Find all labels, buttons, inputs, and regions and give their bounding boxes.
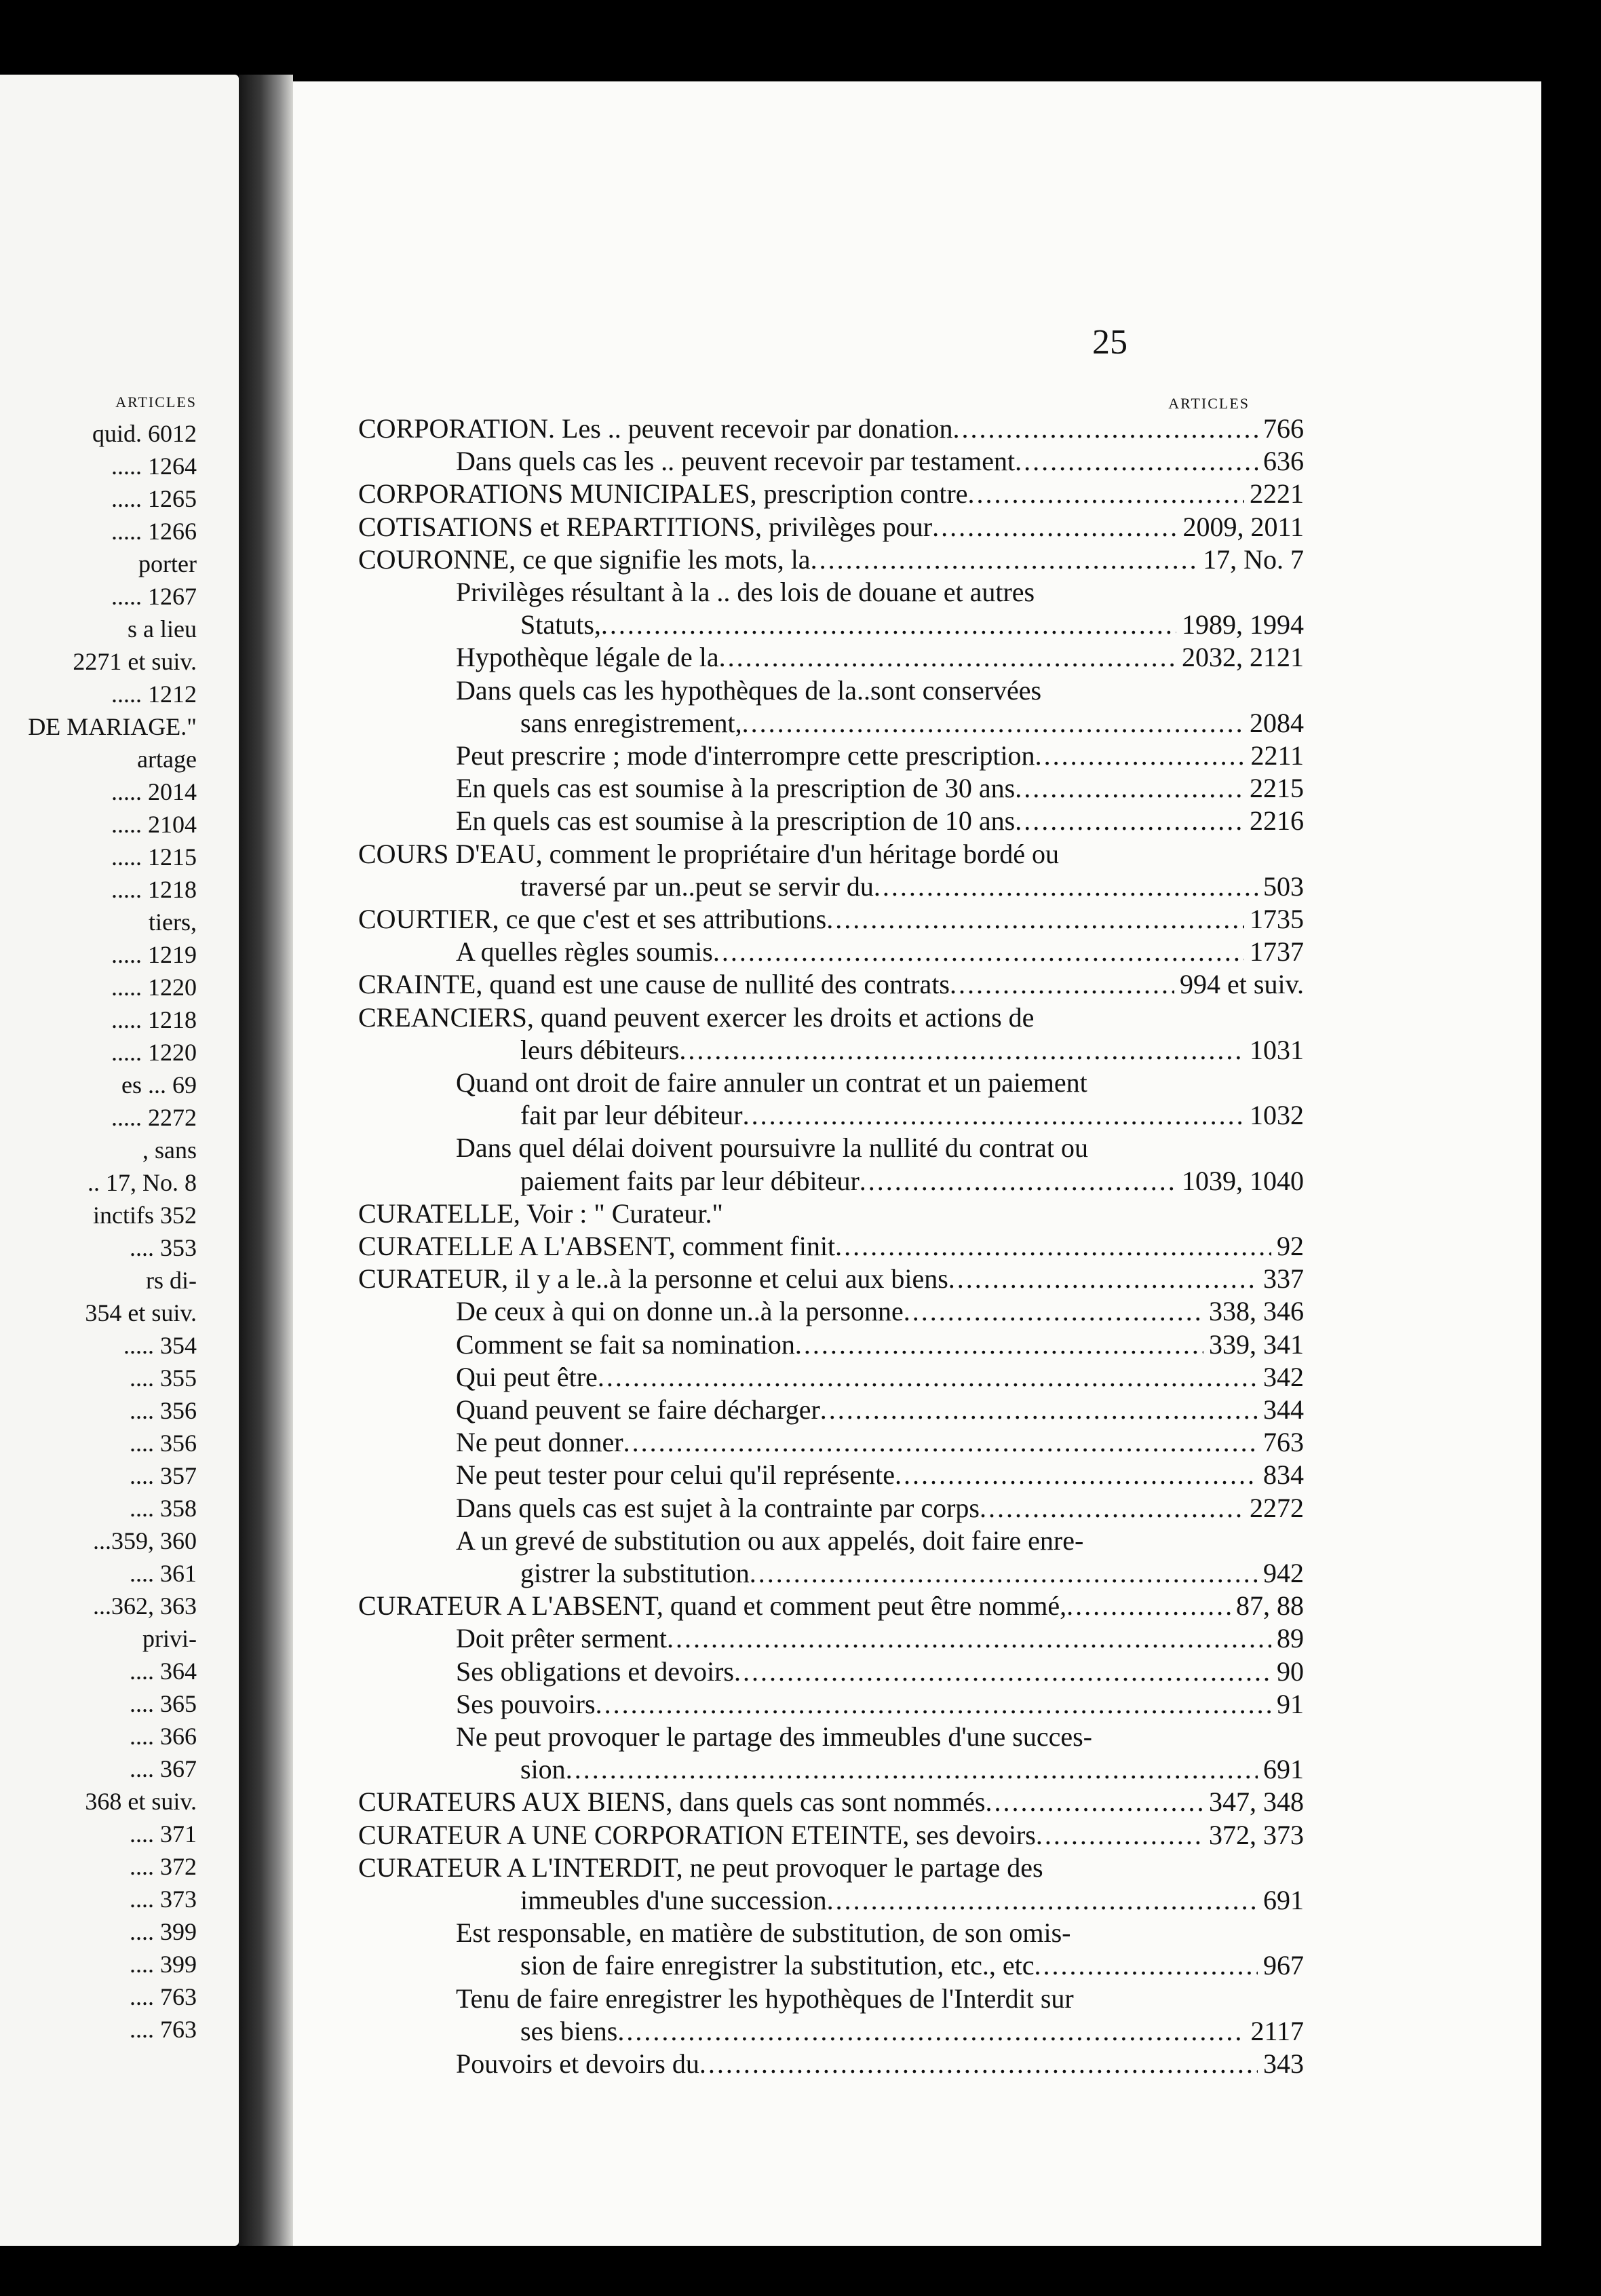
article-number: 17, No. 7 (1203, 543, 1304, 575)
article-number: 92 (1277, 1231, 1304, 1261)
left-column-row: privi- (142, 1625, 197, 1652)
leader-dots (950, 968, 1174, 1001)
left-articles-label: ARTICLES (115, 394, 197, 410)
left-column-row: ..... 1218 (111, 1006, 197, 1033)
article-number: 339, 341 (1209, 1328, 1304, 1360)
index-entry (456, 805, 1304, 837)
left-column-row: .... 358 (130, 1495, 197, 1522)
entry-text: A un grevé de substitution ou aux appelés, doit faire enre- (456, 1525, 1084, 1556)
left-column-row: es ... 69 (121, 1071, 197, 1098)
page-number: 25 (1092, 323, 1127, 362)
article-number: 994 et suiv. (1180, 969, 1304, 1000)
entry-text: paiement faits par leur débiteur (520, 1165, 860, 1196)
left-column-row: ..... 1265 (111, 485, 197, 512)
entry-text: Ses obligations et devoirs (456, 1656, 734, 1687)
entry-text: CREANCIERS, quand peuvent exercer les droits et actions de (358, 1001, 1035, 1033)
leader-dots (860, 1165, 1176, 1198)
index-entry (520, 1034, 1304, 1067)
article-number: 372, 373 (1209, 1819, 1304, 1850)
article-number: 2032, 2121 (1182, 642, 1304, 673)
article-number: 2272 (1250, 1492, 1304, 1523)
index-entry (520, 1165, 1304, 1198)
left-column-row: ..... 2014 (111, 778, 197, 805)
leader-dots (1035, 1949, 1258, 1982)
left-column-row: .... 763 (130, 2016, 197, 2043)
leader-dots (1015, 772, 1244, 805)
left-column-row: ..... 1219 (111, 941, 197, 968)
entry-text: CORPORATION. Les .. peuvent recevoir par donation (358, 413, 953, 444)
entry-text: Ne peut donner (456, 1427, 623, 1458)
entry-text: CURATEUR A UNE CORPORATION ETEINTE, ses devoirs (358, 1819, 1036, 1850)
entry-text: En quels cas est soumise à la prescription de 10 ans (456, 805, 1016, 837)
index-entry (456, 1525, 1083, 1557)
entry-text: CRAINTE, quand est une cause de nullité des contrats (358, 969, 950, 1000)
index-entry (358, 413, 1304, 445)
article-number: 1031 (1250, 1034, 1304, 1065)
leader-dots (1066, 1590, 1231, 1622)
leader-dots (1035, 740, 1246, 772)
entry-text: Hypothèque légale de la (456, 642, 719, 673)
index-entry (358, 1590, 1304, 1622)
index-entry (358, 511, 1304, 543)
left-column-row: .... 356 (130, 1430, 197, 1457)
leader-dots (713, 936, 1244, 968)
left-column-row: tiers, (149, 908, 197, 936)
leader-dots (742, 707, 1244, 740)
entry-text: Qui peut être (456, 1361, 598, 1392)
left-column-row: .... 367 (130, 1755, 197, 1782)
entry-text: COURTIER, ce que c'est et ses attributions (358, 904, 827, 934)
article-number: 1737 (1250, 936, 1304, 968)
index-entry (456, 576, 1035, 609)
left-column-row: ..... 1264 (111, 453, 197, 480)
index-entry (456, 1328, 1304, 1361)
left-column-row: .. 17, No. 8 (88, 1169, 197, 1196)
left-page-fragment (0, 75, 239, 2246)
entry-text: Ne peut tester pour celui qu'il représente (456, 1459, 895, 1491)
entry-text: Dans quels cas les .. peuvent recevoir par testament (456, 446, 1016, 477)
article-number: 766 (1263, 413, 1304, 444)
entry-text: Pouvoirs et devoirs du (456, 2048, 699, 2079)
left-column-row: inctifs 352 (93, 1202, 197, 1229)
index-entry (520, 707, 1304, 740)
article-number: 1039, 1040 (1182, 1165, 1304, 1196)
entry-text: A quelles règles soumis (456, 936, 713, 968)
left-column-row: 368 et suiv. (85, 1788, 197, 1815)
index-entry (358, 543, 1304, 576)
left-column-row: .... 399 (130, 1951, 197, 1978)
left-column-row: ..... 1220 (111, 974, 197, 1001)
entry-text: leurs débiteurs (520, 1034, 680, 1065)
left-column-row: ...362, 363 (93, 1592, 197, 1620)
entry-text: CORPORATIONS MUNICIPALES, prescription contre (358, 478, 968, 510)
entry-text: CURATEUR, il y a le..à la personne et celui aux biens (358, 1263, 948, 1295)
entry-text: COTISATIONS et REPARTITIONS, privilèges pour (358, 511, 933, 542)
left-column-row: ..... 354 (123, 1332, 197, 1359)
left-column-row: .... 372 (130, 1853, 197, 1880)
index-entry (456, 674, 1041, 707)
index-entry (456, 772, 1304, 805)
entry-text: sans enregistrement, (520, 707, 742, 738)
entry-text: immeubles d'une succession (520, 1885, 827, 1915)
index-entry (456, 641, 1304, 674)
article-number: 338, 346 (1209, 1296, 1304, 1327)
left-column-row: rs di- (146, 1267, 197, 1294)
article-number: 691 (1263, 1885, 1304, 1915)
leader-dots (895, 1459, 1258, 1491)
left-column-row: ..... 1218 (111, 876, 197, 903)
entry-text: CURATEURS AUX BIENS, dans quels cas sont nommés (358, 1786, 986, 1818)
article-number: 2211 (1250, 740, 1304, 771)
left-column-row: .... 353 (130, 1234, 197, 1261)
leader-dots (596, 1688, 1271, 1721)
index-entry (456, 1688, 1304, 1721)
index-entry (456, 445, 1304, 478)
index-entry (456, 1656, 1304, 1688)
index-entry (456, 1132, 1088, 1164)
leader-dots (617, 2015, 1245, 2048)
entry-text: Tenu de faire enregistrer les hypothèques de l'Interdit sur (456, 1983, 1074, 2014)
leader-dots (932, 511, 1177, 543)
entry-text: En quels cas est soumise à la prescription de 30 ans (456, 773, 1016, 804)
index-entry (456, 1492, 1304, 1525)
article-number: 636 (1263, 446, 1304, 477)
entry-text: Ses pouvoirs (456, 1688, 596, 1719)
article-number: 691 (1263, 1754, 1304, 1785)
left-column-row: .... 357 (130, 1462, 197, 1489)
left-column-row: 2271 et suiv. (73, 648, 197, 675)
leader-dots (734, 1656, 1271, 1688)
left-column-row: ..... 1215 (111, 843, 197, 870)
left-column-row: ..... 1220 (111, 1039, 197, 1066)
book-gutter (239, 75, 293, 2246)
leader-dots (985, 1786, 1203, 1818)
entry-text: CURATELLE A L'ABSENT, comment finit (358, 1231, 836, 1261)
entry-text: Statuts, (520, 609, 601, 640)
index-entry (358, 478, 1304, 510)
index-entry (358, 1263, 1304, 1295)
leader-dots (904, 1295, 1203, 1328)
article-number: 1989, 1994 (1182, 609, 1304, 640)
entry-text: sion de faire enregistrer la substitution, etc., etc (520, 1950, 1035, 1981)
article-number: 967 (1263, 1950, 1304, 1981)
article-number: 2009, 2011 (1182, 511, 1304, 542)
leader-dots (1036, 1819, 1203, 1852)
article-number: 343 (1263, 2048, 1304, 2079)
article-number: 834 (1263, 1459, 1304, 1491)
article-number: 344 (1263, 1394, 1304, 1425)
index-entry (520, 609, 1304, 641)
article-number: 342 (1263, 1361, 1304, 1392)
article-number: 89 (1277, 1623, 1304, 1654)
article-number: 1032 (1250, 1100, 1304, 1131)
article-number: 337 (1263, 1263, 1304, 1295)
left-column-row: porter (138, 550, 197, 577)
left-column-row: artage (137, 746, 197, 773)
leader-dots (952, 413, 1258, 445)
index-entry (520, 1557, 1304, 1590)
leader-dots (679, 1034, 1244, 1067)
leader-dots (795, 1328, 1203, 1361)
entry-text: sion (520, 1754, 566, 1785)
left-column-row: .... 763 (130, 1983, 197, 2010)
leader-dots (835, 1230, 1271, 1263)
articles-label: ARTICLES (1168, 395, 1250, 412)
leader-dots (874, 870, 1258, 903)
index-entry (358, 1230, 1304, 1263)
index-entry (520, 870, 1304, 903)
entry-text: Comment se fait sa nomination (456, 1328, 795, 1360)
index-entry (456, 1426, 1304, 1459)
article-number: 763 (1263, 1427, 1304, 1458)
left-column-row: ..... 2272 (111, 1104, 197, 1131)
leader-dots (820, 1394, 1258, 1426)
entry-text: fait par leur débiteur (520, 1100, 743, 1131)
index-entry (456, 936, 1304, 968)
left-column-row: .... 373 (130, 1886, 197, 1913)
article-number: 2221 (1250, 478, 1304, 510)
index-page (293, 81, 1541, 2246)
left-column-row: .... 355 (130, 1364, 197, 1392)
article-number: 347, 348 (1209, 1786, 1304, 1818)
leader-dots (980, 1492, 1244, 1525)
left-column-row: .... 365 (130, 1690, 197, 1717)
leader-dots (826, 903, 1244, 936)
index-entry (456, 1721, 1092, 1753)
leader-dots (743, 1099, 1244, 1132)
article-number: 2215 (1250, 773, 1304, 804)
left-column-row: .... 361 (130, 1560, 197, 1587)
article-number: 942 (1263, 1558, 1304, 1588)
index-entry (358, 1786, 1304, 1818)
index-entry (456, 1983, 1074, 2015)
entry-text: Dans quels cas les hypothèques de la..sont conservées (456, 674, 1042, 706)
index-entry (358, 1198, 723, 1230)
leader-dots (667, 1622, 1271, 1655)
index-entry (456, 1067, 1087, 1099)
leader-dots (566, 1753, 1258, 1786)
left-column-row: ..... 1266 (111, 518, 197, 545)
index-entry (358, 903, 1304, 936)
leader-dots (827, 1884, 1258, 1917)
leader-dots (1015, 805, 1244, 837)
index-entry (358, 1001, 1034, 1034)
index-entry (520, 1753, 1304, 1786)
article-number: 1735 (1250, 904, 1304, 934)
entry-text: COURONNE, ce que signifie les mots, la (358, 543, 811, 575)
leader-dots (719, 641, 1176, 674)
entry-text: De ceux à qui on donne un..à la personne (456, 1296, 904, 1327)
entry-text: Dans quel délai doivent poursuivre la nullité du contrat ou (456, 1132, 1088, 1164)
index-entry (456, 2048, 1304, 2080)
article-number: 503 (1263, 870, 1304, 902)
entry-text: Doit prêter serment (456, 1623, 667, 1654)
index-entry (456, 1295, 1304, 1328)
index-entry (520, 1949, 1304, 1982)
index-entry (358, 838, 1059, 870)
entry-text: Quand peuvent se faire décharger (456, 1394, 820, 1425)
index-entry (456, 1361, 1304, 1394)
index-entry (456, 1622, 1304, 1655)
entry-text: CURATELLE, Voir : " Curateur." (358, 1198, 723, 1229)
leader-dots (811, 543, 1198, 576)
left-column-row: ..... 2104 (111, 811, 197, 838)
entry-text: CURATEUR A L'INTERDIT, ne peut provoquer le partage des (358, 1852, 1043, 1883)
left-column-row: .... 356 (130, 1397, 197, 1424)
leader-dots (750, 1557, 1258, 1590)
entry-text: traversé par un..peut se servir du (520, 870, 874, 902)
index-entry (358, 1819, 1304, 1852)
entry-text: Est responsable, en matière de substitution, de son omis- (456, 1917, 1071, 1949)
article-number: 90 (1277, 1656, 1304, 1687)
left-column-row: ...359, 360 (93, 1527, 197, 1554)
article-number: 2216 (1250, 805, 1304, 837)
entry-text: ses biens (520, 2015, 618, 2046)
left-column-row: .... 364 (130, 1658, 197, 1685)
left-column-row: ..... 1267 (111, 583, 197, 610)
entry-text: Privilèges résultant à la .. des lois de douane et autres (456, 577, 1035, 607)
index-entry (520, 1884, 1304, 1917)
index-entry (456, 1917, 1071, 1949)
left-column-row: DE MARIAGE." (28, 713, 197, 740)
left-column-row: s a lieu (128, 615, 197, 643)
entry-text: Quand ont droit de faire annuler un contrat et un paiement (456, 1067, 1087, 1098)
article-number: 91 (1277, 1688, 1304, 1719)
left-column-row: .... 399 (130, 1918, 197, 1945)
left-column-row: ..... 1212 (111, 681, 197, 708)
left-column-row: quid. 6012 (92, 420, 197, 447)
index-entry (358, 968, 1304, 1001)
entry-text: Dans quels cas est sujet à la contrainte par corps (456, 1492, 980, 1523)
index-entry (456, 740, 1304, 772)
leader-dots (1015, 445, 1258, 478)
entry-text: COURS D'EAU, comment le propriétaire d'un héritage bordé ou (358, 838, 1060, 869)
left-column-row: .... 371 (130, 1820, 197, 1848)
article-number: 2084 (1250, 707, 1304, 738)
leader-dots (948, 1263, 1258, 1295)
index-entry (456, 1394, 1304, 1426)
leader-dots (601, 609, 1176, 641)
leader-dots (968, 478, 1244, 510)
left-column-row: .... 366 (130, 1723, 197, 1750)
index-entry (520, 2015, 1304, 2048)
entry-text: Ne peut provoquer le partage des immeubles d'une succes- (456, 1721, 1092, 1752)
index-entry (456, 1459, 1304, 1491)
leader-dots (623, 1426, 1258, 1459)
leader-dots (598, 1361, 1258, 1394)
entry-text: gistrer la substitution (520, 1558, 750, 1588)
entry-text: Peut prescrire ; mode d'interrompre cette prescription (456, 740, 1035, 771)
left-column-row: 354 et suiv. (85, 1299, 197, 1326)
article-number: 2117 (1250, 2015, 1304, 2046)
leader-dots (699, 2048, 1258, 2080)
article-number: 87, 88 (1236, 1590, 1304, 1622)
index-entry (358, 1852, 1043, 1884)
left-column-row: , sans (142, 1136, 197, 1164)
index-entry (520, 1099, 1304, 1132)
entry-text: CURATEUR A L'ABSENT, quand et comment peut être nommé, (358, 1590, 1067, 1622)
